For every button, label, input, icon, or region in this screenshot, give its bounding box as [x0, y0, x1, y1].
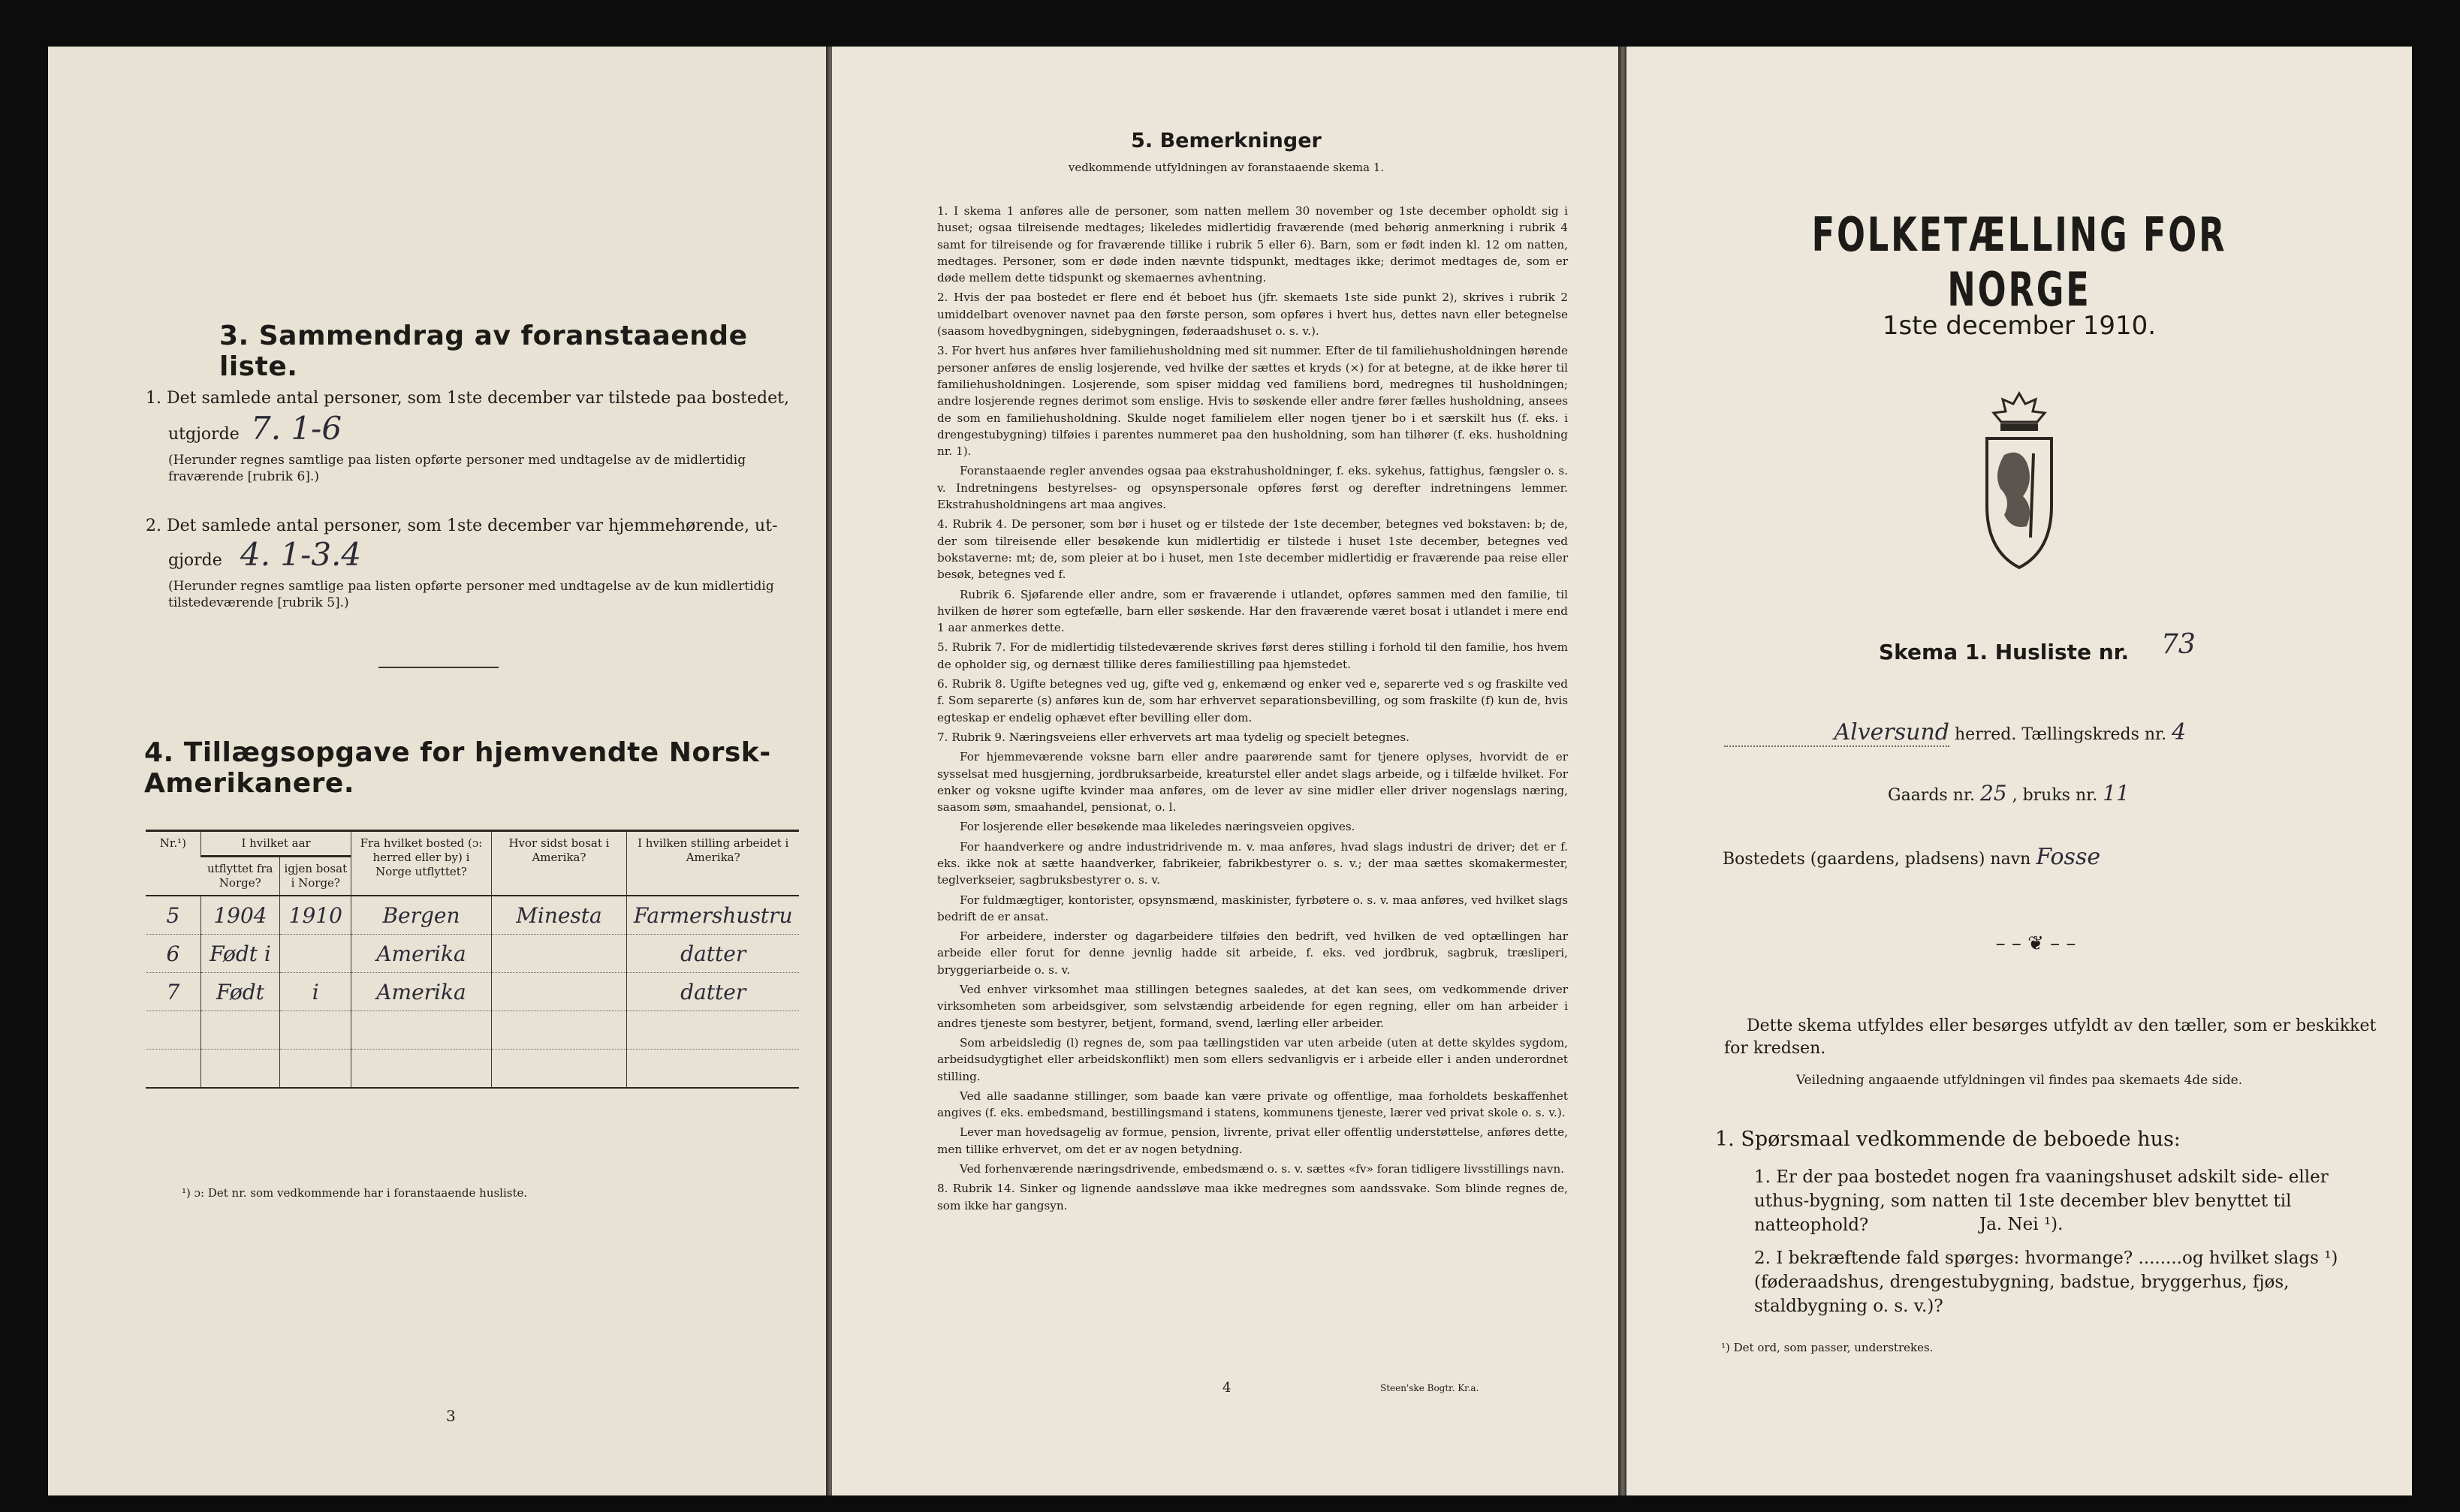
cell-emigrated: 1904 — [200, 896, 279, 935]
census-date: 1ste december 1910. — [1882, 311, 2157, 341]
question-1: 1. Er der paa bostedet nogen fra vaaningshuset adskilt side- eller uthus-bygning, som natten til 1ste december blev benyttet til natteophold? — [1754, 1167, 2329, 1235]
cell-position: Farmershustru — [627, 896, 799, 935]
kreds-value: 4 — [2172, 719, 2187, 745]
cell-where — [491, 1050, 627, 1089]
cell-returned — [280, 1011, 351, 1050]
item1-note: (Herunder regnes samtlige paa listen opførte personer med undtagelse av de midlertidig fraværende [rubrik 6].) — [168, 453, 746, 484]
col-position: I hvilken stilling arbeidet i Amerika? — [627, 831, 799, 896]
cell-position — [627, 1011, 799, 1050]
divider — [378, 667, 499, 668]
col-emigrated: utflyttet fra Norge? — [207, 862, 273, 890]
schema-label: Skema 1. Husliste nr. — [1879, 640, 2130, 664]
remarks-list — [937, 203, 1568, 1217]
cell-nr: 5 — [146, 896, 200, 935]
section3-title: 3. Sammendrag av foranstaaende liste. — [219, 321, 748, 382]
cell-position — [627, 1050, 799, 1089]
cell-where — [491, 1011, 627, 1050]
kreds-label: Tællingskreds nr. — [2021, 725, 2167, 744]
bosted-value: Fosse — [2036, 844, 2101, 870]
ornament-divider: – – ❦ – – — [1995, 932, 2076, 955]
item1-prefix: utgjorde — [168, 425, 240, 444]
cell-returned: i — [280, 973, 351, 1011]
remark-7i: Lever man hovedsagelig av formue, pension, livrente, privat eller offentlig understøttelse, anføres dette, men tillike erhvervet, om det er av nogen betydning. — [937, 1125, 1568, 1156]
remarks-subtitle: vedkommende utfyldningen av foranstaaende skema 1. — [1068, 161, 1385, 174]
remark-8: 8. Rubrik 14. Sinker og lignende aandssløve maa ikke medregnes som aandssvake. Som blinde regnes de, som ikke har gangsyn. — [937, 1182, 1568, 1212]
gaards-line — [1888, 781, 2130, 806]
remark-7d: For fuldmægtiger, kontorister, opsynsmænd, maskinister, fyrbøtere o. s. v. maa anføres, ved hvilket slags bedrift de er ansat. — [937, 893, 1568, 923]
remark-7a: For hjemmeværende voksne barn eller andre paarørende samt for tjenere oplyses, hvorvidt de er sysselsat med husgjerning, jordbruksarbeide, kreaturstel eller andet slags arbeide, og i tilfælde hvilket. For enker og voksne ugifte kvinder maa anføres, om de lever av sine midler eller driver nogenslags næring, saasom søm, smaahandel, pensionat, o. l. — [937, 750, 1568, 815]
section4-title: 4. Tillægsopgave for hjemvendte Norsk-Amerikanere. — [144, 737, 771, 799]
item2-prefix: gjorde — [168, 551, 222, 570]
cell-nr: 7 — [146, 973, 200, 1011]
remark-3: 3. For hvert hus anføres hver familiehusholdning med sit nummer. Efter de til familiehusholdningen hørende personer anføres de enslig losjerende, ved hvilke der sættes et kryds (×) for at betegne, at de ikke hører til familiehusholdningen. Losjerende, som spiser middag ved familiens bord, medregnes til husholdningen; andre losjerende regnes derimot som enslige. Hvis to søskende eller andre fører fælles husholdning, ansees de som en familiehusholdning. Skulde noget familielem eller nogen tjener bo i et særskilt hus (f. eks. i drengestubygning) tilføies i parentes nummeret paa den husholdning, som han tilhører (f. eks. husholdning nr. 1). — [937, 344, 1568, 459]
remark-7c: For haandverkere og andre industridrivende m. v. maa anføres, hvad slags industri de driver; det er f. eks. ikke nok at sætte haandverker, fabrikeier, fabrikbestyrer o. s. v.; der maa sættes skomakermester, teglverkseier, sagbruksbestyrer o. s. v. — [937, 839, 1568, 887]
herred-label: herred. — [1955, 725, 2017, 744]
cell-position: datter — [627, 935, 799, 973]
herred-value: Alversund — [1834, 719, 1949, 745]
remark-7e: For arbeidere, inderster og dagarbeidere tilføies den bedrift, ved hvilken de ved optællingen har arbeide eller forut for denne jevnlig hadde sit arbeide, f. eks. ved jordbruk, sagbruk, træsliperi, bryggeriarbeide o. s. v. — [937, 929, 1568, 977]
table-footnote: ¹) ɔ: Det nr. som vedkommende har i foranstaaende husliste. — [182, 1186, 528, 1200]
remark-7b: For losjerende eller besøkende maa likeledes næringsveien opgives. — [960, 820, 1355, 834]
census-title: FOLKETÆLLING FOR NORGE — [1811, 207, 2227, 317]
gaards-value: 25 — [1979, 781, 2007, 806]
col-from-place: Fra hvilket bosted (ɔ: herred eller by) i Norge utflyttet? — [351, 831, 491, 896]
cell-nr — [146, 1011, 200, 1050]
gaards-label: Gaards nr. — [1888, 786, 1975, 805]
intro-text: Dette skema utfyldes eller besørges utfyldt av den tæller, som er beskikket for kredsen. — [1724, 1017, 2377, 1058]
cell-returned — [280, 1050, 351, 1089]
bosted-label: Bostedets (gaardens, pladsens) navn — [1723, 850, 2031, 869]
cell-position: datter — [627, 973, 799, 1011]
page-3 — [48, 47, 826, 1495]
summary-item-2: 2. Det samlede antal personer, som 1ste december var hjemmehørende, ut- — [146, 517, 778, 535]
page-number: 3 — [446, 1407, 456, 1425]
page-1 — [1626, 47, 2412, 1495]
remark-5: 5. Rubrik 7. For de midlertidig tilstedeværende skrives først deres stilling i forhold til den familie, hos hvem de opholder sig, og dernæst tillike deres familiestilling paa hjemstedet. — [937, 640, 1568, 671]
norway-coat-of-arms-icon — [1978, 387, 2061, 590]
remark-4: 4. Rubrik 4. De personer, som bør i huset og er tilstede der 1ste december, betegnes ved bokstaven: b; de, der som tilreisende eller besøkende kun midlertidig er tilstede i huset 1ste december, betegnes ved bokstaverne: mt; de, som pleier at bo i huset, men 1ste december midlertidig er fraværende paa reise eller besøk, betegnes ved f. — [937, 517, 1568, 582]
cell-from — [351, 1011, 491, 1050]
page-4 — [832, 47, 1620, 1495]
cell-nr: 6 — [146, 935, 200, 973]
herred-line — [1724, 719, 2317, 747]
page-number: 4 — [1222, 1380, 1232, 1396]
remark-7: 7. Rubrik 9. Næringsveiens eller erhvervets art maa tydelig og specielt betegnes. — [937, 730, 1409, 744]
cell-where — [491, 935, 627, 973]
item2-note: (Herunder regnes samtlige paa listen opførte personer med undtagelse av de kun midlertidig tilstedeværende [rubrik 5].) — [168, 579, 774, 610]
cell-emigrated — [200, 1011, 279, 1050]
cell-from: Amerika — [351, 973, 491, 1011]
norsk-amerikanere-table — [146, 830, 799, 1089]
table-row — [146, 1050, 799, 1089]
remark-2: 2. Hvis der paa bostedet er flere end ét beboet hus (jfr. skemaets 1ste side punkt 2), skrives i rubrik 2 umiddelbart ovenover navnet paa den første person, som opføres i hvert hus, dettes navn eller betegnelse (saasom hovedbygningen, sidebygningen, føderaadshuset o. s. v.). — [937, 291, 1568, 339]
remark-6: 6. Rubrik 8. Ugifte betegnes ved ug, gifte ved g, enkemænd og enker ved e, separerte ved s og fraskilte ved f. Som separerte (s) anføres kun de, som har erhvervet separationsbevilling, og som fraskilte (f) kun de, hvis egteskap er endelig ophævet efter bevilling eller dom. — [937, 677, 1568, 724]
table-row — [146, 1011, 799, 1050]
table-row — [146, 973, 799, 1011]
table-row — [146, 896, 799, 935]
question-1-answer: Ja. Nei ¹). — [1979, 1215, 2064, 1234]
cell-from: Bergen — [351, 896, 491, 935]
remark-7f: Ved enhver virksomhet maa stillingen betegnes saaledes, at det kan sees, om vedkommende driver virksomheten som arbeidsgiver, som selvstændig arbeidende for egen regning, eller om han arbeider i andres tjeneste som bestyrer, betjent, formand, svend, lærling eller arbeider. — [937, 983, 1568, 1030]
question-2: 2. I bekræftende fald spørges: hvormange? ........og hvilket slags ¹) (føderaadshus, drengestubygning, badstue, bryggerhus, fjøs, staldbygning o. s. v.)? — [1754, 1248, 2338, 1316]
page1-footnote: ¹) Det ord, som passer, understrekes. — [1721, 1341, 1934, 1354]
printer-mark: Steen'ske Bogtr. Kr.a. — [1380, 1383, 1479, 1393]
remark-7h: Ved alle saadanne stillinger, som baade kan være private og offentlige, maa forholdets beskaffenhet angives (f. eks. embedsmand, bestillingsmand i statens, kommunens tjeneste, lærer ved privat skole o. s. v.). — [937, 1089, 1568, 1120]
cell-emigrated — [200, 1050, 279, 1089]
cell-emigrated: Født i — [200, 935, 279, 973]
cell-from — [351, 1050, 491, 1089]
bruks-value: 11 — [2103, 781, 2130, 806]
item1-handwritten-value: 7. 1-6 — [251, 410, 342, 447]
table-row — [146, 935, 799, 973]
husliste-nr: 73 — [2161, 629, 2196, 660]
item2-handwritten-value: 4. 1-3.4 — [240, 536, 362, 573]
bruks-label: , bruks nr. — [2012, 786, 2098, 805]
cell-where: Minesta — [491, 896, 627, 935]
col-last-place: Hvor sidst bosat i Amerika? — [491, 831, 627, 896]
cell-nr — [146, 1050, 200, 1089]
cell-emigrated: Født — [200, 973, 279, 1011]
questions-heading: 1. Spørsmaal vedkommende de beboede hus: — [1715, 1128, 2181, 1151]
intro-small: Veiledning angaaende utfyldningen vil findes paa skemaets 4de side. — [1795, 1073, 2243, 1088]
cell-from: Amerika — [351, 935, 491, 973]
remark-1: 1. I skema 1 anføres alle de personer, som natten mellem 30 november og 1ste december opholdt sig i huset; ogsaa tilreisende medtages; likeledes midlertidig fraværende (med behørig anmerkning i rubrik 4 samt for tilreisende og for fraværende tillike i rubrik 5 eller 6). Barn, som er født inden kl. 12 om natten, medtages. Personer, som er døde inden nævnte tidspunkt, medtages ikke; derimot medtages de, som er døde mellem dette tidspunkt og skemaernes avhentning. — [937, 204, 1568, 285]
remark-3b: Foranstaaende regler anvendes ogsaa paa ekstrahusholdninger, f. eks. sykehus, fattighus, fængsler o. s. v. Indretningens bestyrelses- og opsynspersonale opføres først og derefter indretningens lemmer. Ekstrahusholdningens art maa angives. — [937, 464, 1568, 512]
col-returned: igjen bosat i Norge? — [280, 857, 351, 896]
remarks-title: 5. Bemerkninger — [1131, 129, 1322, 152]
cell-returned — [280, 935, 351, 973]
summary-item-1: 1. Det samlede antal personer, som 1ste december var tilstede paa bostedet, — [146, 389, 789, 408]
bosted-line — [1723, 844, 2100, 870]
cell-returned: 1910 — [280, 896, 351, 935]
remark-7j: Ved forhenværende næringsdrivende, embedsmænd o. s. v. sættes «fv» foran tidligere livsstillings navn. — [960, 1162, 1565, 1176]
col-nr: Nr.¹) — [159, 836, 187, 850]
remark-4b: Rubrik 6. Sjøfarende eller andre, som er fraværende i utlandet, opføres sammen med den familie, til hvilken de hører som egtefælle, barn eller søskende. Har den fraværende været bosat i utlandet i mere end 1 aar anmerkes dette. — [937, 587, 1568, 635]
col-group-year: I hvilket aar — [200, 831, 351, 857]
cell-where — [491, 973, 627, 1011]
remark-7g: Som arbeidsledig (l) regnes de, som paa tællingstiden var uten arbeide (uten at dette skyldes sygdom, arbeidsudygtighet eller arbeidskonflikt) men som ellers sedvanligvis er i arbeide eller i anden underordnet stilling. — [937, 1035, 1568, 1083]
